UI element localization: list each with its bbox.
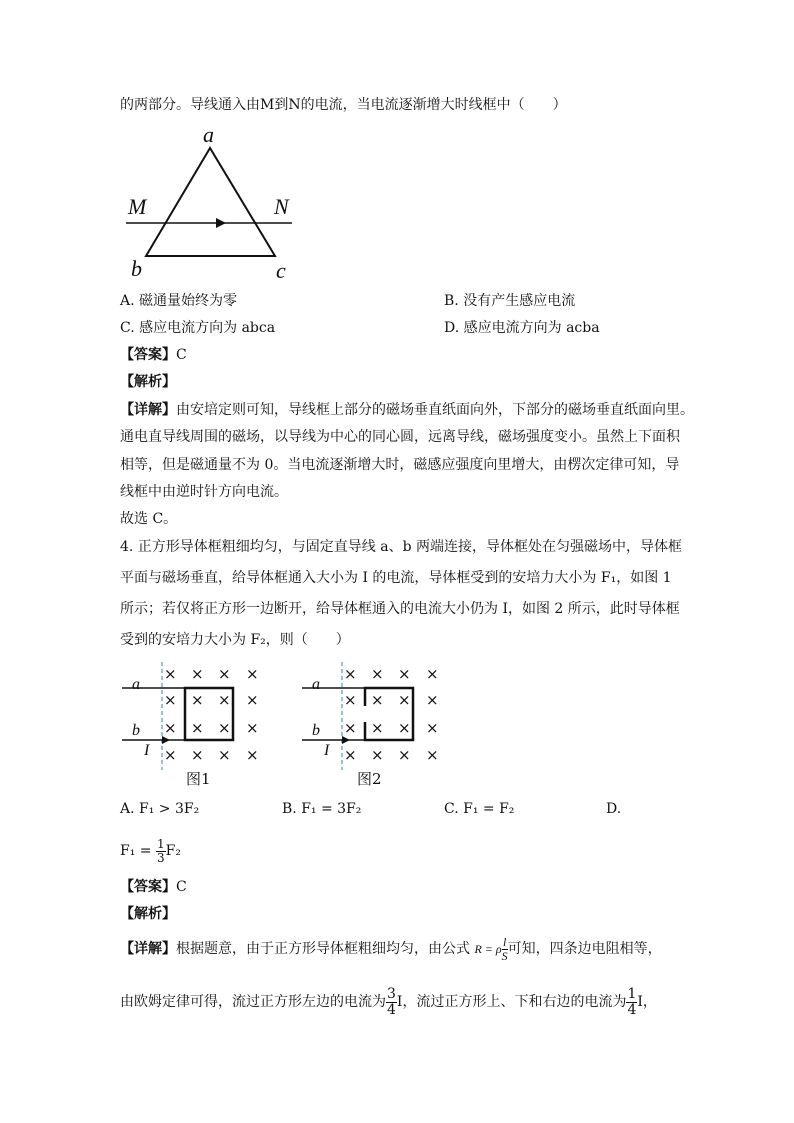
svg-text:×: × — [371, 746, 384, 764]
fraction-three-quarters — [386, 987, 397, 1018]
fig1-label-i: I — [144, 742, 150, 759]
q4-detail-line-2 — [120, 986, 657, 1018]
fig1-label-a: a — [132, 676, 140, 693]
answer-value: C — [176, 879, 187, 895]
option-d-lhs: F₁ = — [120, 843, 152, 859]
detail-text-1a: 根据题意，由于正方形导体框粗细均匀，由公式 — [176, 941, 470, 957]
q3-detail-line-4: 线框中由逆时针方向电流。 — [120, 484, 288, 500]
formula-r: R = ρ — [474, 942, 502, 956]
svg-text:×: × — [164, 691, 177, 709]
fraction-denominator: S — [501, 948, 508, 963]
q4-option-b: B. F₁ = 3F₂ — [282, 801, 362, 817]
label-a: a — [203, 122, 214, 147]
q3-option-c: C. 感应电流方向为 abca — [120, 320, 276, 336]
detail-text-2a: 由欧姆定律可得，流过正方形左边的电流为 — [120, 994, 386, 1010]
q3-option-a: A. 磁通量始终为零 — [120, 293, 238, 309]
fig2-label-i: I — [324, 742, 330, 759]
svg-text:×: × — [344, 746, 357, 764]
fig2-caption: 图2 — [357, 770, 382, 788]
svg-text:×: × — [371, 691, 384, 709]
q4-option-d: D. — [606, 801, 622, 817]
q3-option-b: B. 没有产生感应电流 — [444, 293, 576, 309]
fraction-denominator: 3 — [156, 850, 165, 865]
detail-text-2c: I， — [637, 994, 657, 1010]
label-c: c — [276, 258, 286, 283]
fraction-denominator: 4 — [387, 1001, 396, 1018]
svg-text:×: × — [246, 719, 259, 737]
detail-text: 由安培定则可知，导线框上部分的磁场垂直纸面向外，下部分的磁场垂直纸面向里。 — [176, 402, 694, 418]
field-crosses — [344, 665, 439, 764]
svg-text:×: × — [371, 719, 384, 737]
q4-option-c: C. F₁ = F₂ — [444, 801, 515, 817]
q4-option-d-expression — [120, 836, 181, 866]
svg-text:×: × — [246, 665, 259, 683]
answer-tag: 【答案】 — [120, 879, 176, 895]
detail-text-1b: 可知，四条边电阻相等， — [507, 941, 662, 957]
svg-text:×: × — [371, 665, 384, 683]
svg-text:×: × — [398, 746, 411, 764]
current-arrow-icon — [162, 736, 170, 744]
fig1-caption: 图1 — [186, 770, 211, 788]
q3-detail-line-1 — [120, 401, 694, 419]
detail-tag: 【详解】 — [120, 402, 176, 418]
detail-tag: 【详解】 — [120, 941, 176, 957]
label-n: N — [274, 194, 289, 219]
triangle-frame — [146, 148, 275, 256]
q3-stem-tail: 的两部分。导线通入由M到N的电流，当电流逐渐增大时线框中（ ） — [120, 97, 567, 113]
label-b: b — [131, 256, 142, 281]
fraction-numerator: 3 — [387, 985, 396, 1002]
label-m: M — [128, 194, 147, 219]
svg-text:×: × — [344, 719, 357, 737]
current-arrow-icon — [216, 218, 226, 228]
field-crosses — [164, 665, 259, 764]
q3-analysis-tag: 【解析】 — [120, 374, 176, 390]
option-d-tail: F₂ — [165, 843, 181, 859]
q3-answer-row — [120, 346, 187, 364]
svg-text:×: × — [218, 719, 231, 737]
svg-text:×: × — [398, 691, 411, 709]
svg-text:×: × — [218, 665, 231, 683]
q4-stem-line-3: 所示；若仅将正方形一边断开，给导体框通入的电流大小仍为 I，如图 2 所示，此时导体框 — [120, 601, 680, 617]
svg-text:×: × — [246, 746, 259, 764]
q3-option-d: D. 感应电流方向为 acba — [444, 320, 600, 336]
current-arrow-icon — [342, 736, 350, 744]
fraction-numerator: 1 — [156, 836, 165, 851]
svg-text:×: × — [191, 691, 204, 709]
answer-tag: 【答案】 — [120, 347, 176, 363]
q4-stem-line-4: 受到的安培力大小为 F₂，则（ ） — [120, 632, 350, 648]
svg-text:×: × — [191, 746, 204, 764]
option-d-fraction — [156, 838, 166, 865]
q3-detail-line-3: 相等，但是磁通量不为 0。当电流逐渐增大时，磁感应强度向里增大，由楞次定律可知，导 — [120, 457, 680, 473]
q4-option-a: A. F₁ > 3F₂ — [120, 801, 200, 817]
svg-text:×: × — [344, 691, 357, 709]
svg-text:×: × — [426, 719, 439, 737]
q4-answer-row — [120, 878, 187, 896]
svg-text:×: × — [218, 691, 231, 709]
fig2-label-b: b — [312, 722, 320, 739]
q4-detail-line-1 — [120, 934, 662, 964]
svg-text:×: × — [164, 665, 177, 683]
fig2-label-a: a — [312, 676, 320, 693]
fraction-one-quarter — [626, 987, 637, 1018]
fig1-label-b: b — [132, 722, 140, 739]
svg-text:×: × — [191, 665, 204, 683]
svg-text:×: × — [398, 719, 411, 737]
fraction-numerator: l — [502, 934, 507, 949]
svg-text:×: × — [164, 746, 177, 764]
detail-text-2b: I，流过正方形上、下和右边的电流为 — [396, 994, 627, 1010]
svg-text:×: × — [398, 665, 411, 683]
svg-text:×: × — [191, 719, 204, 737]
svg-text:×: × — [426, 691, 439, 709]
svg-text:×: × — [218, 746, 231, 764]
svg-text:×: × — [426, 746, 439, 764]
q3-detail-line-2: 通电直导线周围的磁场，以导线为中心的同心圆，远离导线，磁场强度变小。虽然上下面积 — [120, 429, 680, 445]
svg-text:×: × — [426, 665, 439, 683]
q3-conclusion: 故选 C。 — [120, 511, 178, 527]
q4-analysis-tag: 【解析】 — [120, 906, 176, 922]
q4-stem-line-1: 4. 正方形导体框粗细均匀，与固定直导线 a、b 两端连接，导体框处在匀强磁场中，导体框 — [120, 539, 683, 555]
svg-text:×: × — [246, 691, 259, 709]
fraction-denominator: 4 — [627, 1001, 637, 1018]
answer-value: C — [176, 347, 187, 363]
fraction-numerator: 1 — [627, 985, 637, 1002]
svg-text:×: × — [344, 665, 357, 683]
q4-stem-line-2: 平面与磁场垂直，给导体框通入大小为 I 的电流，导体框受到的安培力大小为 F₁，如图 1 — [120, 570, 672, 586]
svg-text:×: × — [164, 719, 177, 737]
